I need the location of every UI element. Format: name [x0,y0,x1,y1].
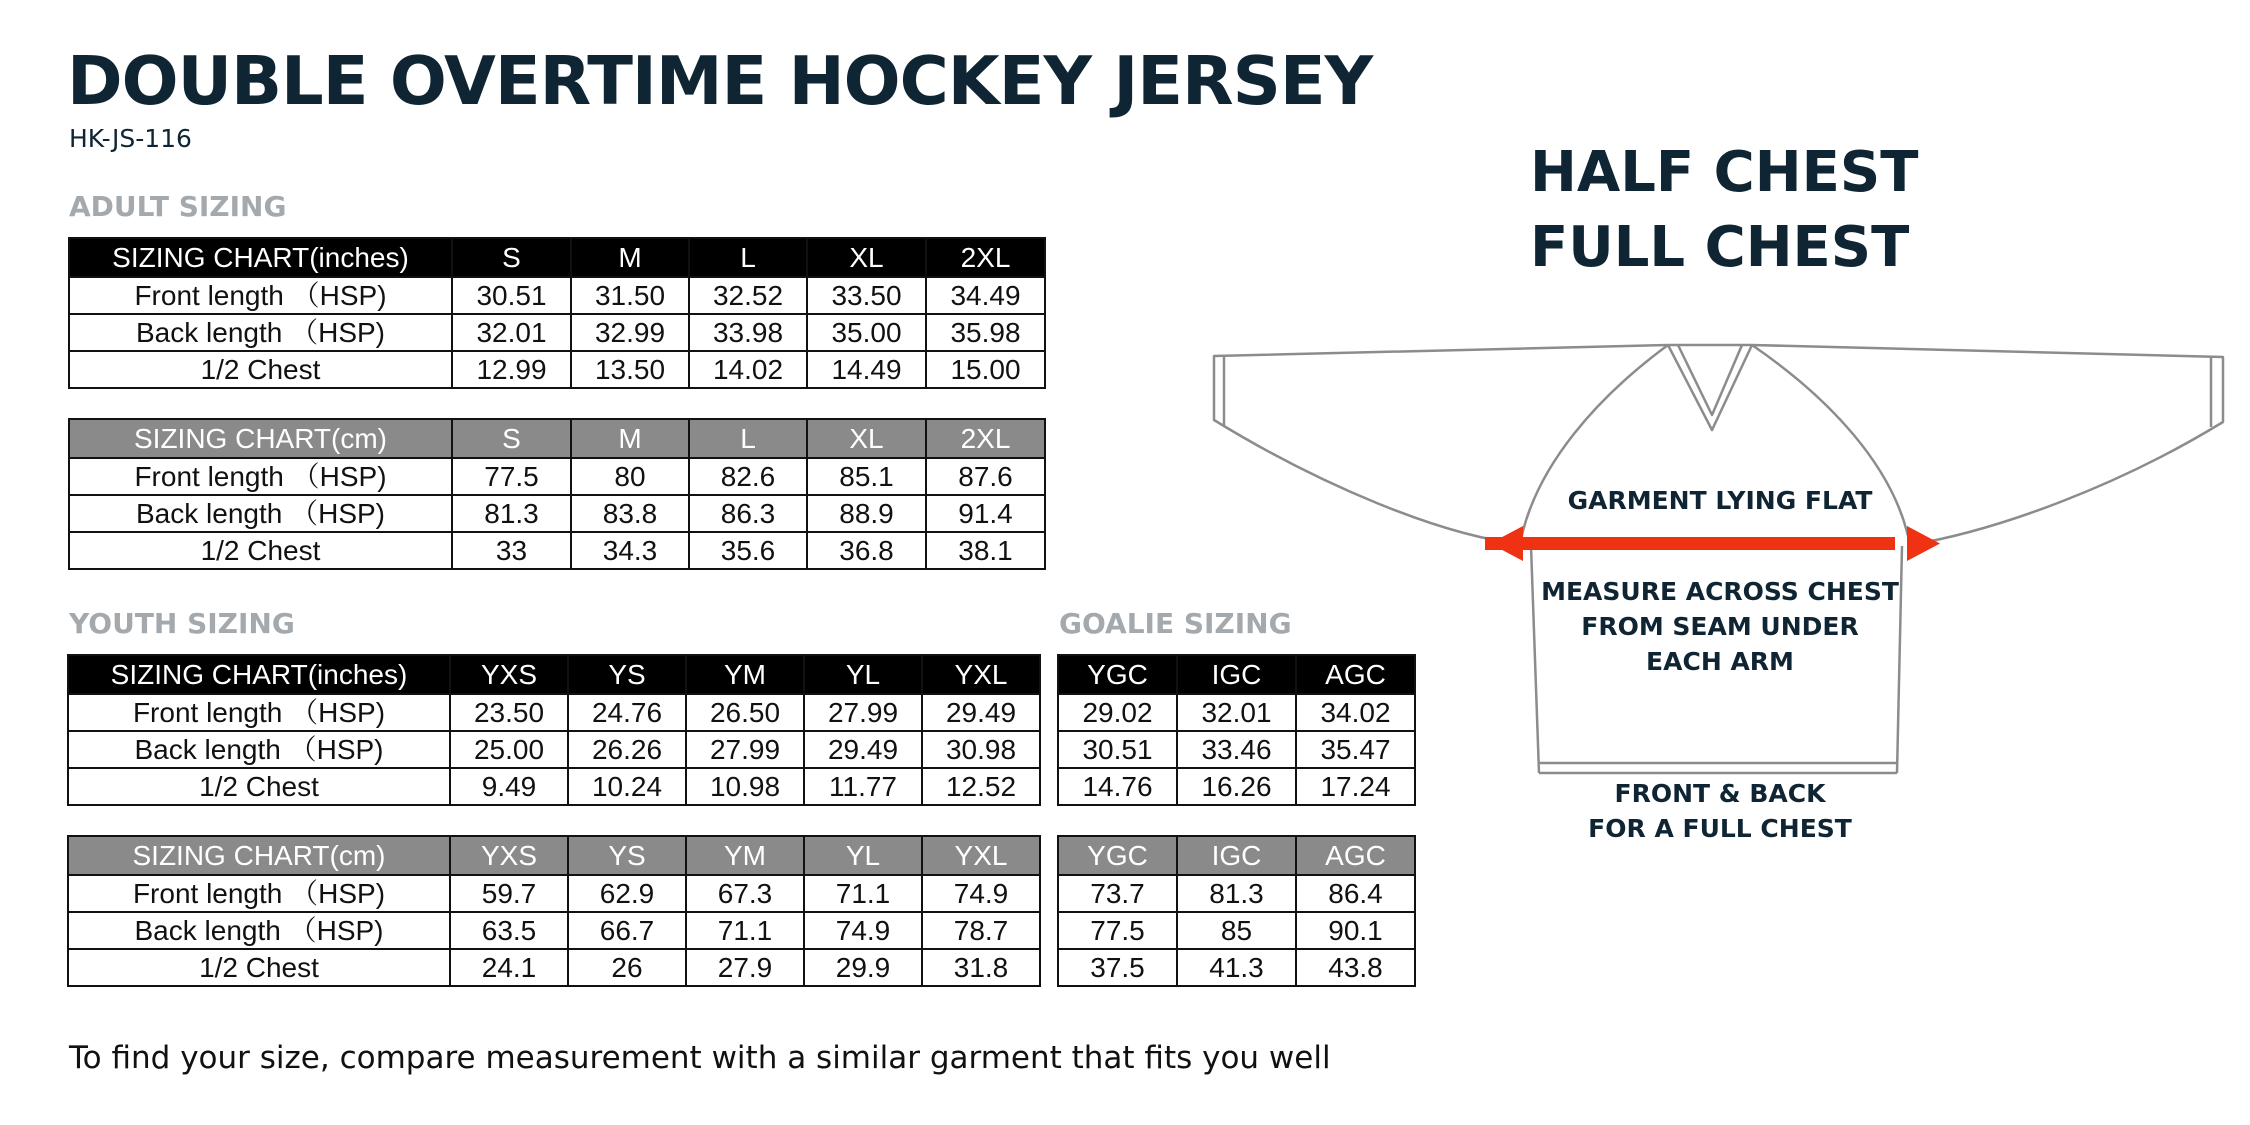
table-cell: 41.3 [1177,949,1296,986]
table-cell: 29.02 [1058,694,1177,731]
table-header-cell: 2XL [926,238,1045,277]
footer-note: To find your size, compare measurement with a similar garment that fits you well [69,1040,1331,1076]
table-header-cell: YM [686,655,804,694]
measure-instructions [1520,574,1920,679]
table-header-cell: YL [804,655,922,694]
table-row [69,458,1045,495]
page-title: DOUBLE OVERTIME HOCKEY JERSEY [67,42,1373,120]
measure-instruction-line: MEASURE ACROSS CHEST [1541,577,1899,606]
table-cell: 26.50 [686,694,804,731]
measure-instruction-line: FROM SEAM UNDER [1581,612,1859,641]
table-cell: 34.3 [571,532,689,569]
table-cell: 30.51 [452,277,571,314]
table-cell: 12.99 [452,351,571,388]
table-header-cell: S [452,419,571,458]
table-header-cell: YGC [1058,836,1177,875]
table-header-cell: XL [807,238,926,277]
table-cell: 33.50 [807,277,926,314]
table-cell: 90.1 [1296,912,1415,949]
table-header-cell: L [689,238,807,277]
table-cell: 25.00 [450,731,568,768]
table-cell: 63.5 [450,912,568,949]
table-cell: 29.49 [922,694,1040,731]
table-cell: Back length （HSP) [69,314,452,351]
table-cell: 80 [571,458,689,495]
table-cell: 88.9 [807,495,926,532]
table-cell: 1/2 Chest [69,532,452,569]
table-cell: 16.26 [1177,768,1296,805]
youth-sizing-label: YOUTH SIZING [69,607,295,640]
table-cell: 83.8 [571,495,689,532]
table-header-cell: IGC [1177,836,1296,875]
table-header-cell: YXS [450,655,568,694]
table-cell: 24.1 [450,949,568,986]
table-cell: 33.98 [689,314,807,351]
table-header-row [69,238,1045,277]
table-cell: 87.6 [926,458,1045,495]
product-code: HK-JS-116 [69,124,192,153]
table-cell: 15.00 [926,351,1045,388]
table-cell: 26.26 [568,731,686,768]
table-row [68,768,1040,805]
table-header-cell: IGC [1177,655,1296,694]
table-cell: Back length （HSP) [69,495,452,532]
table-header-cell: YXL [922,655,1040,694]
table-cell: Back length （HSP) [68,912,450,949]
table-cell: 85 [1177,912,1296,949]
table-row [1058,912,1415,949]
table-cell: 33.46 [1177,731,1296,768]
table-cell: 86.3 [689,495,807,532]
half-chest-heading: HALF CHEST [1530,140,1919,205]
table-cell: 73.7 [1058,875,1177,912]
table-header-cell: SIZING CHART(inches) [68,655,450,694]
table-header-row [69,419,1045,458]
table-cell: 11.77 [804,768,922,805]
youth-cm-table [67,835,1041,987]
table-cell: 85.1 [807,458,926,495]
table-cell: 32.52 [689,277,807,314]
table-cell: 35.6 [689,532,807,569]
table-cell: 36.8 [807,532,926,569]
table-cell: Front length （HSP) [69,458,452,495]
table-header-cell: SIZING CHART(cm) [69,419,452,458]
table-cell: 31.8 [922,949,1040,986]
table-cell: 24.76 [568,694,686,731]
table-cell: 17.24 [1296,768,1415,805]
table-cell: 62.9 [568,875,686,912]
table-cell: 29.9 [804,949,922,986]
table-header-cell: YXS [450,836,568,875]
table-header-cell: M [571,238,689,277]
table-header-cell: M [571,419,689,458]
table-row [1058,875,1415,912]
table-cell: 66.7 [568,912,686,949]
table-cell: 81.3 [1177,875,1296,912]
table-cell: 13.50 [571,351,689,388]
jersey-outline [1214,345,2223,773]
table-header-cell: AGC [1296,655,1415,694]
table-row [68,912,1040,949]
table-cell: Back length （HSP) [68,731,450,768]
table-header-row [68,655,1040,694]
table-header-cell: YS [568,836,686,875]
table-cell: 82.6 [689,458,807,495]
table-cell: 33 [452,532,571,569]
table-cell: 32.99 [571,314,689,351]
table-row [69,351,1045,388]
table-row [1058,949,1415,986]
table-cell: 43.8 [1296,949,1415,986]
table-cell: 78.7 [922,912,1040,949]
table-row [69,314,1045,351]
table-cell: 74.9 [922,875,1040,912]
table-header-cell: YS [568,655,686,694]
table-cell: 32.01 [452,314,571,351]
goalie-sizing-label: GOALIE SIZING [1059,607,1292,640]
table-header-cell: SIZING CHART(inches) [69,238,452,277]
adult-inches-table [68,237,1046,389]
table-cell: 27.9 [686,949,804,986]
table-row [69,495,1045,532]
full-chest-note-line: FOR A FULL CHEST [1588,814,1852,843]
table-cell: 67.3 [686,875,804,912]
table-cell: 30.51 [1058,731,1177,768]
table-cell: 1/2 Chest [69,351,452,388]
full-chest-note [1560,776,1880,846]
table-cell: 30.98 [922,731,1040,768]
table-header-row [1058,836,1415,875]
measure-instruction-line: EACH ARM [1646,647,1794,676]
table-cell: 14.49 [807,351,926,388]
youth-inches-table [67,654,1041,806]
garment-lying-flat-label: GARMENT LYING FLAT [1567,486,1873,515]
table-cell: 34.49 [926,277,1045,314]
chest-measure-arrow [1485,526,1940,561]
table-header-cell: YXL [922,836,1040,875]
table-cell: 38.1 [926,532,1045,569]
table-cell: 1/2 Chest [68,768,450,805]
table-cell: 29.49 [804,731,922,768]
table-cell: 26 [568,949,686,986]
table-cell: 12.52 [922,768,1040,805]
table-cell: 9.49 [450,768,568,805]
table-header-cell: YM [686,836,804,875]
table-header-cell: SIZING CHART(cm) [68,836,450,875]
table-cell: 10.24 [568,768,686,805]
table-cell: Front length （HSP) [68,875,450,912]
table-cell: 86.4 [1296,875,1415,912]
table-header-cell: XL [807,419,926,458]
table-header-cell: L [689,419,807,458]
table-cell: 71.1 [686,912,804,949]
table-cell: 1/2 Chest [68,949,450,986]
table-cell: 37.5 [1058,949,1177,986]
table-row [68,731,1040,768]
table-cell: 14.76 [1058,768,1177,805]
table-cell: 77.5 [452,458,571,495]
table-row [68,875,1040,912]
table-cell: 32.01 [1177,694,1296,731]
adult-cm-table [68,418,1046,570]
table-cell: 10.98 [686,768,804,805]
table-cell: 14.02 [689,351,807,388]
table-cell: 74.9 [804,912,922,949]
table-cell: 23.50 [450,694,568,731]
table-header-cell: YGC [1058,655,1177,694]
table-cell: 81.3 [452,495,571,532]
full-chest-note-line: FRONT & BACK [1614,779,1826,808]
table-header-cell: AGC [1296,836,1415,875]
table-cell: Front length （HSP) [68,694,450,731]
table-cell: 34.02 [1296,694,1415,731]
goalie-cm-table [1057,835,1416,987]
table-row [68,949,1040,986]
table-cell: 35.47 [1296,731,1415,768]
full-chest-heading: FULL CHEST [1530,215,1910,280]
table-cell: 35.00 [807,314,926,351]
jersey-diagram [1200,335,2240,780]
adult-sizing-label: ADULT SIZING [69,190,287,223]
table-cell: 31.50 [571,277,689,314]
table-cell: 77.5 [1058,912,1177,949]
table-cell: 71.1 [804,875,922,912]
table-cell: 27.99 [686,731,804,768]
table-header-row [68,836,1040,875]
table-header-cell: YL [804,836,922,875]
table-cell: 27.99 [804,694,922,731]
table-cell: 35.98 [926,314,1045,351]
table-row [69,277,1045,314]
table-cell: 59.7 [450,875,568,912]
table-row [69,532,1045,569]
table-cell: Front length （HSP) [69,277,452,314]
table-row [68,694,1040,731]
table-header-cell: 2XL [926,419,1045,458]
table-header-cell: S [452,238,571,277]
table-cell: 91.4 [926,495,1045,532]
